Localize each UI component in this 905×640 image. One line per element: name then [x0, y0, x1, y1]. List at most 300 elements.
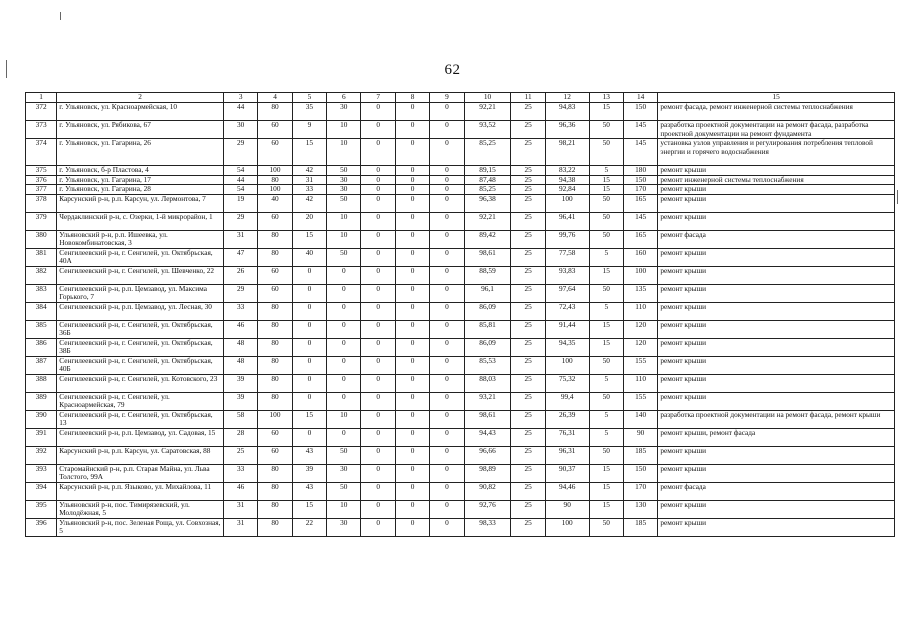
col-14-cell: 100	[623, 266, 657, 284]
col-6-cell: 50	[327, 248, 361, 266]
table-row	[26, 103, 895, 121]
col-8-cell: 0	[395, 410, 429, 428]
col-8-cell: 0	[395, 500, 429, 518]
col-11-cell: 25	[511, 230, 545, 248]
col-5-cell: 15	[292, 500, 326, 518]
column-header: 11	[511, 93, 545, 103]
address-cell: Сенгилеевский р-н, г. Сенгилей, ул. Октябрьская, 13	[57, 410, 224, 428]
table-row	[26, 338, 895, 356]
col-9-cell: 0	[430, 185, 464, 195]
col-9-cell: 0	[430, 284, 464, 302]
table-row	[26, 139, 895, 166]
col-3-cell: 19	[223, 194, 257, 212]
col-7-cell: 0	[361, 103, 395, 121]
table-row	[26, 428, 895, 446]
col-10-cell: 93,21	[464, 392, 511, 410]
col-4-cell: 80	[258, 103, 292, 121]
col-6-cell: 0	[327, 320, 361, 338]
col-10-cell: 88,59	[464, 266, 511, 284]
col-3-cell: 39	[223, 392, 257, 410]
row-number-cell: 393	[26, 464, 57, 482]
col-5-cell: 42	[292, 194, 326, 212]
col-8-cell: 0	[395, 103, 429, 121]
column-header: 9	[430, 93, 464, 103]
col-14-cell: 120	[623, 338, 657, 356]
col-14-cell: 130	[623, 500, 657, 518]
col-11-cell: 25	[511, 464, 545, 482]
column-header: 2	[57, 93, 224, 103]
col-12-cell: 94,46	[545, 482, 589, 500]
col-14-cell: 165	[623, 194, 657, 212]
row-number-cell: 389	[26, 392, 57, 410]
col-14-cell: 155	[623, 356, 657, 374]
col-13-cell: 15	[589, 103, 623, 121]
col-7-cell: 0	[361, 428, 395, 446]
col-12-cell: 76,31	[545, 428, 589, 446]
col-13-cell: 50	[589, 194, 623, 212]
column-header: 8	[395, 93, 429, 103]
col-10-cell: 93,52	[464, 121, 511, 139]
address-cell: г. Ульяновск, ул. Гагарина, 26	[57, 139, 224, 166]
table-row	[26, 185, 895, 195]
work-type-cell: ремонт крыши	[658, 446, 895, 464]
col-10-cell: 92,21	[464, 212, 511, 230]
col-7-cell: 0	[361, 166, 395, 176]
table-row	[26, 356, 895, 374]
col-9-cell: 0	[430, 139, 464, 166]
address-cell: Ульяновский р-н, пос. Зеленая Роща, ул. Совхозная, 5	[57, 518, 224, 536]
table-row	[26, 464, 895, 482]
col-10-cell: 85,25	[464, 139, 511, 166]
work-type-cell: разработка проектной документации на ремонт фасада, разработка проектной документации на ремонт фундамента	[658, 121, 895, 139]
col-7-cell: 0	[361, 338, 395, 356]
col-12-cell: 100	[545, 518, 589, 536]
col-14-cell: 155	[623, 392, 657, 410]
table-row	[26, 392, 895, 410]
col-10-cell: 90,82	[464, 482, 511, 500]
col-4-cell: 60	[258, 121, 292, 139]
col-9-cell: 0	[430, 194, 464, 212]
work-type-cell: ремонт крыши	[658, 284, 895, 302]
column-header: 12	[545, 93, 589, 103]
col-3-cell: 47	[223, 248, 257, 266]
row-number-cell: 375	[26, 166, 57, 176]
col-13-cell: 50	[589, 518, 623, 536]
col-13-cell: 50	[589, 139, 623, 166]
address-cell: г. Ульяновск, ул. Красноармейская, 10	[57, 103, 224, 121]
col-9-cell: 0	[430, 320, 464, 338]
col-13-cell: 15	[589, 320, 623, 338]
row-number-cell: 374	[26, 139, 57, 166]
column-header: 3	[223, 93, 257, 103]
col-10-cell: 85,53	[464, 356, 511, 374]
table-row	[26, 284, 895, 302]
col-12-cell: 99,4	[545, 392, 589, 410]
col-6-cell: 0	[327, 338, 361, 356]
col-9-cell: 0	[430, 175, 464, 185]
col-5-cell: 0	[292, 266, 326, 284]
col-5-cell: 39	[292, 464, 326, 482]
table-row	[26, 121, 895, 139]
col-6-cell: 10	[327, 410, 361, 428]
col-9-cell: 0	[430, 518, 464, 536]
col-10-cell: 85,81	[464, 320, 511, 338]
col-3-cell: 33	[223, 464, 257, 482]
address-cell: Сенгилеевский р-н, г. Сенгилей, ул. Октябрьская, 36Б	[57, 320, 224, 338]
col-6-cell: 0	[327, 392, 361, 410]
col-8-cell: 0	[395, 121, 429, 139]
col-4-cell: 60	[258, 446, 292, 464]
address-cell: Старомайнский р-н, р.п. Старая Майна, ул. Льва Толстого, 99А	[57, 464, 224, 482]
col-12-cell: 83,22	[545, 166, 589, 176]
col-14-cell: 165	[623, 230, 657, 248]
col-13-cell: 15	[589, 482, 623, 500]
col-12-cell: 99,76	[545, 230, 589, 248]
col-10-cell: 98,33	[464, 518, 511, 536]
col-7-cell: 0	[361, 121, 395, 139]
row-number-cell: 394	[26, 482, 57, 500]
col-6-cell: 0	[327, 356, 361, 374]
col-4-cell: 80	[258, 320, 292, 338]
col-8-cell: 0	[395, 320, 429, 338]
table-row	[26, 248, 895, 266]
col-9-cell: 0	[430, 482, 464, 500]
col-3-cell: 46	[223, 320, 257, 338]
table-row	[26, 518, 895, 536]
col-14-cell: 110	[623, 374, 657, 392]
column-header: 6	[327, 93, 361, 103]
col-10-cell: 85,25	[464, 185, 511, 195]
col-7-cell: 0	[361, 320, 395, 338]
col-14-cell: 90	[623, 428, 657, 446]
col-5-cell: 20	[292, 212, 326, 230]
col-12-cell: 98,21	[545, 139, 589, 166]
col-12-cell: 100	[545, 356, 589, 374]
col-11-cell: 25	[511, 302, 545, 320]
col-12-cell: 100	[545, 194, 589, 212]
address-cell: г. Ульяновск, б-р Пластова, 4	[57, 166, 224, 176]
row-number-cell: 378	[26, 194, 57, 212]
work-type-cell: ремонт крыши	[658, 464, 895, 482]
col-14-cell: 185	[623, 518, 657, 536]
col-3-cell: 29	[223, 284, 257, 302]
table-row	[26, 374, 895, 392]
col-10-cell: 92,76	[464, 500, 511, 518]
col-7-cell: 0	[361, 185, 395, 195]
page-number: 62	[444, 62, 461, 78]
col-13-cell: 15	[589, 500, 623, 518]
col-9-cell: 0	[430, 500, 464, 518]
col-9-cell: 0	[430, 464, 464, 482]
col-14-cell: 150	[623, 464, 657, 482]
col-3-cell: 58	[223, 410, 257, 428]
column-header: 13	[589, 93, 623, 103]
col-9-cell: 0	[430, 166, 464, 176]
col-13-cell: 50	[589, 121, 623, 139]
col-12-cell: 90	[545, 500, 589, 518]
col-5-cell: 31	[292, 175, 326, 185]
col-9-cell: 0	[430, 103, 464, 121]
col-4-cell: 80	[258, 230, 292, 248]
col-14-cell: 145	[623, 121, 657, 139]
col-12-cell: 97,64	[545, 284, 589, 302]
row-number-cell: 396	[26, 518, 57, 536]
address-cell: Сенгилеевский р-н, г. Сенгилей, ул. Шевченко, 22	[57, 266, 224, 284]
address-cell: г. Ульяновск, ул. Гагарина, 28	[57, 185, 224, 195]
col-11-cell: 25	[511, 482, 545, 500]
col-6-cell: 50	[327, 446, 361, 464]
col-5-cell: 0	[292, 284, 326, 302]
work-type-cell: ремонт фасада, ремонт инженерной системы теплоснабжения	[658, 103, 895, 121]
column-header: 4	[258, 93, 292, 103]
col-3-cell: 31	[223, 230, 257, 248]
col-7-cell: 0	[361, 194, 395, 212]
col-7-cell: 0	[361, 175, 395, 185]
column-header: 15	[658, 93, 895, 103]
work-type-cell: ремонт крыши	[658, 248, 895, 266]
col-4-cell: 80	[258, 248, 292, 266]
col-8-cell: 0	[395, 356, 429, 374]
col-8-cell: 0	[395, 139, 429, 166]
col-10-cell: 98,61	[464, 248, 511, 266]
work-type-cell: ремонт крыши	[658, 185, 895, 195]
row-number-cell: 372	[26, 103, 57, 121]
col-7-cell: 0	[361, 302, 395, 320]
col-13-cell: 15	[589, 338, 623, 356]
col-5-cell: 15	[292, 230, 326, 248]
address-cell: Сенгилеевский р-н, р.п. Цемзавод, ул. Лесная, 30	[57, 302, 224, 320]
scan-edge-mark-right	[897, 190, 898, 204]
col-4-cell: 80	[258, 482, 292, 500]
col-8-cell: 0	[395, 248, 429, 266]
work-type-cell: ремонт крыши	[658, 356, 895, 374]
work-type-cell: ремонт крыши	[658, 194, 895, 212]
col-3-cell: 30	[223, 121, 257, 139]
col-6-cell: 30	[327, 103, 361, 121]
column-header: 1	[26, 93, 57, 103]
col-11-cell: 25	[511, 166, 545, 176]
work-type-cell: разработка проектной документации на ремонт фасада, ремонт крыши	[658, 410, 895, 428]
col-6-cell: 50	[327, 194, 361, 212]
col-4-cell: 80	[258, 374, 292, 392]
col-6-cell: 10	[327, 139, 361, 166]
row-number-cell: 379	[26, 212, 57, 230]
col-10-cell: 92,21	[464, 103, 511, 121]
col-6-cell: 10	[327, 121, 361, 139]
col-5-cell: 42	[292, 166, 326, 176]
col-13-cell: 5	[589, 410, 623, 428]
col-4-cell: 100	[258, 185, 292, 195]
col-13-cell: 50	[589, 446, 623, 464]
col-7-cell: 0	[361, 410, 395, 428]
address-cell: Карсунский р-н, р.п. Языково, ул. Михайлова, 11	[57, 482, 224, 500]
capital-repair-table	[25, 92, 895, 537]
work-type-cell: ремонт фасада	[658, 230, 895, 248]
address-cell: Ульяновский р-н, р.п. Ишеевка, ул. Новокомбинатовская, 3	[57, 230, 224, 248]
col-7-cell: 0	[361, 374, 395, 392]
col-12-cell: 90,37	[545, 464, 589, 482]
col-14-cell: 160	[623, 248, 657, 266]
col-8-cell: 0	[395, 230, 429, 248]
row-number-cell: 387	[26, 356, 57, 374]
col-10-cell: 96,66	[464, 446, 511, 464]
col-13-cell: 50	[589, 284, 623, 302]
col-5-cell: 0	[292, 338, 326, 356]
table-row	[26, 194, 895, 212]
col-5-cell: 15	[292, 410, 326, 428]
address-cell: г. Ульяновск, ул. Рябикова, 67	[57, 121, 224, 139]
col-5-cell: 0	[292, 428, 326, 446]
work-type-cell: ремонт инженерной системы теплоснабжения	[658, 175, 895, 185]
col-11-cell: 25	[511, 518, 545, 536]
col-12-cell: 96,41	[545, 212, 589, 230]
row-number-cell: 381	[26, 248, 57, 266]
col-9-cell: 0	[430, 392, 464, 410]
col-3-cell: 25	[223, 446, 257, 464]
col-8-cell: 0	[395, 374, 429, 392]
col-3-cell: 29	[223, 139, 257, 166]
col-6-cell: 50	[327, 482, 361, 500]
col-5-cell: 0	[292, 320, 326, 338]
address-cell: г. Ульяновск, ул. Гагарина, 17	[57, 175, 224, 185]
col-4-cell: 60	[258, 428, 292, 446]
col-13-cell: 50	[589, 230, 623, 248]
row-number-cell: 386	[26, 338, 57, 356]
col-5-cell: 22	[292, 518, 326, 536]
col-3-cell: 29	[223, 212, 257, 230]
row-number-cell: 392	[26, 446, 57, 464]
col-4-cell: 80	[258, 464, 292, 482]
address-cell: Сенгилеевский р-н, г. Сенгилей, ул. Красноармейская, 79	[57, 392, 224, 410]
address-cell: Чердаклинский р-н, с. Озерки, 1-й микрорайон, 1	[57, 212, 224, 230]
col-3-cell: 44	[223, 103, 257, 121]
col-14-cell: 145	[623, 139, 657, 166]
col-10-cell: 86,09	[464, 338, 511, 356]
column-header: 14	[623, 93, 657, 103]
col-10-cell: 88,03	[464, 374, 511, 392]
col-14-cell: 135	[623, 284, 657, 302]
col-10-cell: 98,89	[464, 464, 511, 482]
header-row	[26, 93, 895, 103]
col-6-cell: 0	[327, 284, 361, 302]
row-number-cell: 390	[26, 410, 57, 428]
col-12-cell: 92,84	[545, 185, 589, 195]
column-header: 7	[361, 93, 395, 103]
col-8-cell: 0	[395, 266, 429, 284]
col-4-cell: 60	[258, 212, 292, 230]
col-5-cell: 0	[292, 302, 326, 320]
col-11-cell: 25	[511, 500, 545, 518]
col-5-cell: 9	[292, 121, 326, 139]
col-13-cell: 50	[589, 212, 623, 230]
col-10-cell: 96,1	[464, 284, 511, 302]
col-3-cell: 33	[223, 302, 257, 320]
address-cell: Сенгилеевский р-н, г. Сенгилей, ул. Котовского, 23	[57, 374, 224, 392]
col-8-cell: 0	[395, 166, 429, 176]
col-13-cell: 5	[589, 166, 623, 176]
col-4-cell: 60	[258, 284, 292, 302]
col-7-cell: 0	[361, 266, 395, 284]
col-9-cell: 0	[430, 410, 464, 428]
address-cell: Сенгилеевский р-н, г. Сенгилей, ул. Октябрьская, 40Б	[57, 356, 224, 374]
col-9-cell: 0	[430, 266, 464, 284]
work-type-cell: ремонт крыши, ремонт фасада	[658, 428, 895, 446]
col-11-cell: 25	[511, 320, 545, 338]
col-3-cell: 48	[223, 338, 257, 356]
col-4-cell: 40	[258, 194, 292, 212]
table-row	[26, 266, 895, 284]
col-4-cell: 80	[258, 175, 292, 185]
col-8-cell: 0	[395, 464, 429, 482]
col-7-cell: 0	[361, 230, 395, 248]
col-8-cell: 0	[395, 392, 429, 410]
col-5-cell: 43	[292, 482, 326, 500]
col-4-cell: 100	[258, 410, 292, 428]
col-12-cell: 96,31	[545, 446, 589, 464]
col-7-cell: 0	[361, 482, 395, 500]
col-8-cell: 0	[395, 284, 429, 302]
col-13-cell: 5	[589, 248, 623, 266]
col-8-cell: 0	[395, 518, 429, 536]
scan-edge-mark-top	[60, 12, 61, 20]
col-9-cell: 0	[430, 446, 464, 464]
table-row	[26, 212, 895, 230]
col-7-cell: 0	[361, 392, 395, 410]
col-10-cell: 94,43	[464, 428, 511, 446]
column-header: 5	[292, 93, 326, 103]
col-13-cell: 15	[589, 464, 623, 482]
row-number-cell: 382	[26, 266, 57, 284]
col-14-cell: 170	[623, 185, 657, 195]
col-10-cell: 89,15	[464, 166, 511, 176]
col-4-cell: 80	[258, 302, 292, 320]
address-cell: Сенгилеевский р-н, г. Сенгилей, ул. Октябрьская, 40А	[57, 248, 224, 266]
col-8-cell: 0	[395, 302, 429, 320]
col-9-cell: 0	[430, 212, 464, 230]
col-14-cell: 120	[623, 320, 657, 338]
col-11-cell: 25	[511, 392, 545, 410]
col-14-cell: 150	[623, 103, 657, 121]
col-13-cell: 15	[589, 266, 623, 284]
table-row	[26, 302, 895, 320]
col-11-cell: 25	[511, 284, 545, 302]
table-row	[26, 446, 895, 464]
work-type-cell: ремонт крыши	[658, 166, 895, 176]
col-14-cell: 145	[623, 212, 657, 230]
table-row	[26, 230, 895, 248]
col-9-cell: 0	[430, 356, 464, 374]
col-6-cell: 0	[327, 302, 361, 320]
col-12-cell: 91,44	[545, 320, 589, 338]
col-12-cell: 26,39	[545, 410, 589, 428]
row-number-cell: 385	[26, 320, 57, 338]
row-number-cell: 388	[26, 374, 57, 392]
col-6-cell: 30	[327, 464, 361, 482]
col-13-cell: 5	[589, 428, 623, 446]
col-3-cell: 39	[223, 374, 257, 392]
table-row	[26, 410, 895, 428]
col-3-cell: 54	[223, 185, 257, 195]
col-8-cell: 0	[395, 446, 429, 464]
col-6-cell: 30	[327, 185, 361, 195]
col-12-cell: 77,58	[545, 248, 589, 266]
col-6-cell: 10	[327, 500, 361, 518]
address-cell: Карсунский р-н, р.п. Карсун, ул. Лермонтова, 7	[57, 194, 224, 212]
col-3-cell: 28	[223, 428, 257, 446]
col-9-cell: 0	[430, 374, 464, 392]
col-14-cell: 140	[623, 410, 657, 428]
col-5-cell: 0	[292, 392, 326, 410]
